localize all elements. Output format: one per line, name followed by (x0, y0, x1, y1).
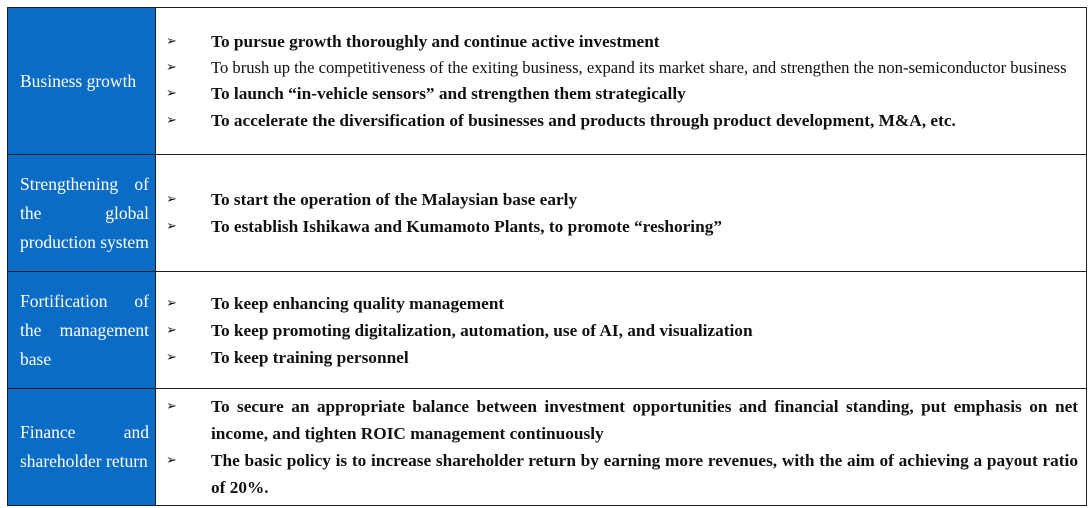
item-text: To secure an appropriate balance between investment opportunities and financial standing, put emphasis on net income, and tighten ROIC management continuously (211, 397, 1078, 443)
item-text: To start the operation of the Malaysian base early (211, 190, 578, 209)
item-text: To keep training personnel (211, 347, 409, 367)
strategy-table (7, 7, 1087, 506)
list-item (166, 80, 1078, 107)
list-item (166, 393, 1078, 447)
item-text: To accelerate the diversification of businesses and products through product development, M&A, etc. (211, 111, 956, 130)
item-text: To launch “in-vehicle sensors” and strengthen them strategically (211, 84, 686, 103)
arrow-bullet-icon: ➢ (166, 219, 177, 234)
list-item (166, 28, 1078, 55)
list-item (166, 55, 1078, 80)
item-text: To keep promoting digitalization, automation, use of AI, and visualization (211, 320, 753, 340)
category-cell: Finance and shareholder return (8, 389, 156, 506)
item-text: The basic policy is to increase shareholder return by earning more revenues, with the aim of achieving a payout ratio of 20%. (211, 451, 1078, 497)
list-item (166, 447, 1078, 501)
arrow-bullet-icon: ➢ (166, 86, 177, 101)
items-cell (156, 389, 1087, 506)
item-text: To establish Ishikawa and Kumamoto Plants, to promote “reshoring” (211, 217, 722, 236)
arrow-bullet-icon: ➢ (166, 453, 177, 468)
arrow-bullet-icon: ➢ (166, 60, 177, 75)
category-cell: Fortification of the management base (8, 272, 156, 389)
items-cell (156, 155, 1087, 272)
list-item (166, 317, 1078, 344)
arrow-bullet-icon: ➢ (166, 113, 177, 128)
table-row-business-growth (8, 8, 1087, 155)
list-item (166, 186, 1078, 213)
arrow-bullet-icon: ➢ (166, 349, 177, 365)
list-item (166, 344, 1078, 371)
item-text: To brush up the competitiveness of the exiting business, expand its market share, and strengthen the non-semiconductor business (211, 58, 1067, 77)
item-text: To pursue growth thoroughly and continue active investment (211, 32, 660, 51)
items-cell (156, 8, 1087, 155)
arrow-bullet-icon: ➢ (166, 399, 177, 414)
arrow-bullet-icon: ➢ (166, 34, 177, 49)
list-item (166, 290, 1078, 317)
table-row-finance-shareholder (8, 389, 1087, 506)
items-cell (156, 272, 1087, 389)
table-row-management-base (8, 272, 1087, 389)
arrow-bullet-icon: ➢ (166, 295, 177, 311)
arrow-bullet-icon: ➢ (166, 192, 177, 207)
arrow-bullet-icon: ➢ (166, 322, 177, 338)
table-row-global-production (8, 155, 1087, 272)
category-cell: Business growth (8, 8, 156, 155)
category-cell: Strengthening of the global production system (8, 155, 156, 272)
list-item (166, 213, 1078, 240)
list-item (166, 107, 1078, 134)
item-text: To keep enhancing quality management (211, 293, 505, 313)
